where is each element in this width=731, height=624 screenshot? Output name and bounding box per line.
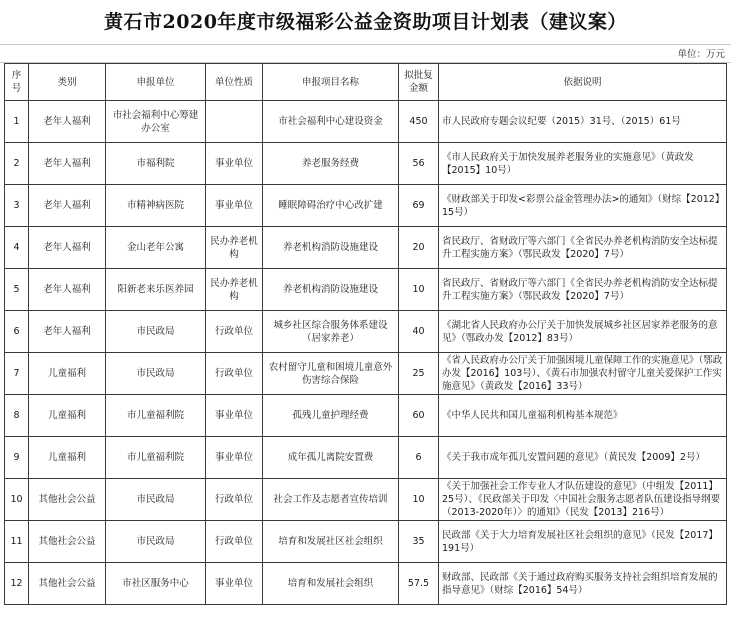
- cell-amount[interactable]: 10: [399, 269, 439, 311]
- header-project[interactable]: 申报项目名称: [263, 64, 399, 101]
- cell-basis[interactable]: 《中华人民共和国儿童福利机构基本规范》: [439, 395, 727, 437]
- cell-unit-type[interactable]: 民办养老机构: [206, 227, 263, 269]
- cell-applicant[interactable]: 市福利院: [106, 143, 206, 185]
- cell-applicant[interactable]: 市社区服务中心: [106, 563, 206, 605]
- table-row: [5, 353, 727, 395]
- cell-category[interactable]: 其他社会公益: [29, 563, 106, 605]
- cell-seq[interactable]: 7: [5, 353, 29, 395]
- cell-unit-type[interactable]: 行政单位: [206, 311, 263, 353]
- cell-basis[interactable]: 《关于加强社会工作专业人才队伍建设的意见》（中组发【2011】25号）、《民政部关于印发〈中国社会服务志愿者队伍建设指导纲要（2013-2020年）〉的通知》（民发【2013】216号）: [439, 479, 727, 521]
- cell-applicant[interactable]: 阳新老来乐医养园: [106, 269, 206, 311]
- cell-seq[interactable]: 12: [5, 563, 29, 605]
- cell-applicant[interactable]: 市民政局: [106, 479, 206, 521]
- table-row: [5, 521, 727, 563]
- table-row: [5, 563, 727, 605]
- table-row: [5, 101, 727, 143]
- cell-applicant[interactable]: 金山老年公寓: [106, 227, 206, 269]
- cell-amount[interactable]: 450: [399, 101, 439, 143]
- cell-project[interactable]: 睡眠障碍治疗中心改扩建: [263, 185, 399, 227]
- cell-seq[interactable]: 2: [5, 143, 29, 185]
- cell-project[interactable]: 养老机构消防设施建设: [263, 227, 399, 269]
- header-applicant[interactable]: 申报单位: [106, 64, 206, 101]
- cell-unit-type[interactable]: 事业单位: [206, 395, 263, 437]
- header-seq[interactable]: 序号: [5, 64, 29, 101]
- cell-unit-type[interactable]: 民办养老机构: [206, 269, 263, 311]
- cell-basis[interactable]: 市人民政府专题会议纪要（2015）31号、（2015）61号: [439, 101, 727, 143]
- cell-basis[interactable]: 民政部《关于大力培育发展社区社会组织的意见》（民发【2017】191号）: [439, 521, 727, 563]
- cell-category[interactable]: 老年人福利: [29, 269, 106, 311]
- cell-basis[interactable]: 省民政厅、省财政厅等六部门《全省民办养老机构消防安全达标提升工程实施方案》（鄂民政发【2020】7号）: [439, 227, 727, 269]
- cell-basis[interactable]: 《财政部关于印发<彩票公益金管理办法>的通知》（财综【2012】15号）: [439, 185, 727, 227]
- cell-category[interactable]: 老年人福利: [29, 143, 106, 185]
- cell-seq[interactable]: 3: [5, 185, 29, 227]
- cell-amount[interactable]: 25: [399, 353, 439, 395]
- cell-unit-type[interactable]: 事业单位: [206, 437, 263, 479]
- cell-project[interactable]: 养老机构消防设施建设: [263, 269, 399, 311]
- cell-amount[interactable]: 35: [399, 521, 439, 563]
- cell-applicant[interactable]: 市儿童福利院: [106, 437, 206, 479]
- unit-row: [0, 44, 731, 63]
- table-row: [5, 395, 727, 437]
- cell-seq[interactable]: 11: [5, 521, 29, 563]
- cell-applicant[interactable]: 市民政局: [106, 353, 206, 395]
- table-row: [5, 269, 727, 311]
- cell-basis[interactable]: 省民政厅、省财政厅等六部门《全省民办养老机构消防安全达标提升工程实施方案》（鄂民政发【2020】7号）: [439, 269, 727, 311]
- cell-category[interactable]: 老年人福利: [29, 227, 106, 269]
- cell-category[interactable]: 老年人福利: [29, 311, 106, 353]
- cell-applicant[interactable]: 市儿童福利院: [106, 395, 206, 437]
- cell-amount[interactable]: 6: [399, 437, 439, 479]
- cell-category[interactable]: 儿童福利: [29, 395, 106, 437]
- cell-unit-type[interactable]: 事业单位: [206, 143, 263, 185]
- table-row: [5, 437, 727, 479]
- cell-category[interactable]: 老年人福利: [29, 185, 106, 227]
- cell-project[interactable]: 培育和发展社会组织: [263, 563, 399, 605]
- cell-applicant[interactable]: 市社会福利中心筹建办公室: [106, 101, 206, 143]
- cell-amount[interactable]: 10: [399, 479, 439, 521]
- cell-category[interactable]: 儿童福利: [29, 353, 106, 395]
- cell-seq[interactable]: 4: [5, 227, 29, 269]
- header-unit-type[interactable]: 单位性质: [206, 64, 263, 101]
- table-row: [5, 311, 727, 353]
- cell-project[interactable]: 孤残儿童护理经费: [263, 395, 399, 437]
- cell-amount[interactable]: 57.5: [399, 563, 439, 605]
- cell-seq[interactable]: 1: [5, 101, 29, 143]
- cell-unit-type[interactable]: 行政单位: [206, 353, 263, 395]
- cell-seq[interactable]: 5: [5, 269, 29, 311]
- cell-project[interactable]: 社会工作及志愿者宣传培训: [263, 479, 399, 521]
- cell-applicant[interactable]: 市民政局: [106, 311, 206, 353]
- unit-label: 单位：万元: [677, 49, 725, 60]
- cell-project[interactable]: 农村留守儿童和困境儿童意外伤害综合保险: [263, 353, 399, 395]
- cell-project[interactable]: 市社会福利中心建设资金: [263, 101, 399, 143]
- cell-applicant[interactable]: 市精神病医院: [106, 185, 206, 227]
- header-basis[interactable]: 依据说明: [439, 64, 727, 101]
- cell-amount[interactable]: 69: [399, 185, 439, 227]
- table-row: [5, 227, 727, 269]
- header-amount[interactable]: 拟批复金额: [399, 64, 439, 101]
- table-row: [5, 479, 727, 521]
- cell-category[interactable]: 儿童福利: [29, 437, 106, 479]
- cell-unit-type[interactable]: [206, 101, 263, 143]
- cell-basis[interactable]: 《关于我市成年孤儿安置问题的意见》（黄民发【2009】2号）: [439, 437, 727, 479]
- cell-seq[interactable]: 10: [5, 479, 29, 521]
- cell-basis[interactable]: 《湖北省人民政府办公厅关于加快发展城乡社区居家养老服务的意见》（鄂政办发【2012】83号）: [439, 311, 727, 353]
- header-category[interactable]: 类别: [29, 64, 106, 101]
- cell-unit-type[interactable]: 行政单位: [206, 521, 263, 563]
- cell-unit-type[interactable]: 事业单位: [206, 185, 263, 227]
- cell-seq[interactable]: 9: [5, 437, 29, 479]
- cell-amount[interactable]: 40: [399, 311, 439, 353]
- cell-category[interactable]: 其他社会公益: [29, 521, 106, 563]
- header-row: [5, 64, 727, 101]
- cell-project[interactable]: 成年孤儿离院安置费: [263, 437, 399, 479]
- cell-applicant[interactable]: 市民政局: [106, 521, 206, 563]
- cell-amount[interactable]: 20: [399, 227, 439, 269]
- table-row: [5, 185, 727, 227]
- cell-project[interactable]: 培育和发展社区社会组织: [263, 521, 399, 563]
- project-table: [4, 63, 727, 605]
- cell-basis[interactable]: 《省人民政府办公厅关于加强困境儿童保障工作的实施意见》（鄂政办发【2016】103号）、《黄石市加强农村留守儿童关爱保护工作实施意见》（黄政发【2016】33号）: [439, 353, 727, 395]
- cell-unit-type[interactable]: 事业单位: [206, 563, 263, 605]
- cell-category[interactable]: 其他社会公益: [29, 479, 106, 521]
- cell-unit-type[interactable]: 行政单位: [206, 479, 263, 521]
- table-row: [5, 143, 727, 185]
- cell-project[interactable]: 养老服务经费: [263, 143, 399, 185]
- cell-seq[interactable]: 6: [5, 311, 29, 353]
- cell-basis[interactable]: 财政部、民政部《关于通过政府购买服务支持社会组织培育发展的指导意见》（财综【2016】54号）: [439, 563, 727, 605]
- cell-category[interactable]: 老年人福利: [29, 101, 106, 143]
- page-title: 黄石市2020年度市级福彩公益金资助项目计划表（建议案）: [0, 0, 731, 45]
- cell-seq[interactable]: 8: [5, 395, 29, 437]
- cell-amount[interactable]: 56: [399, 143, 439, 185]
- cell-project[interactable]: 城乡社区综合服务体系建设（居家养老）: [263, 311, 399, 353]
- cell-amount[interactable]: 60: [399, 395, 439, 437]
- cell-basis[interactable]: 《市人民政府关于加快发展养老服务业的实施意见》（黄政发【2015】10号）: [439, 143, 727, 185]
